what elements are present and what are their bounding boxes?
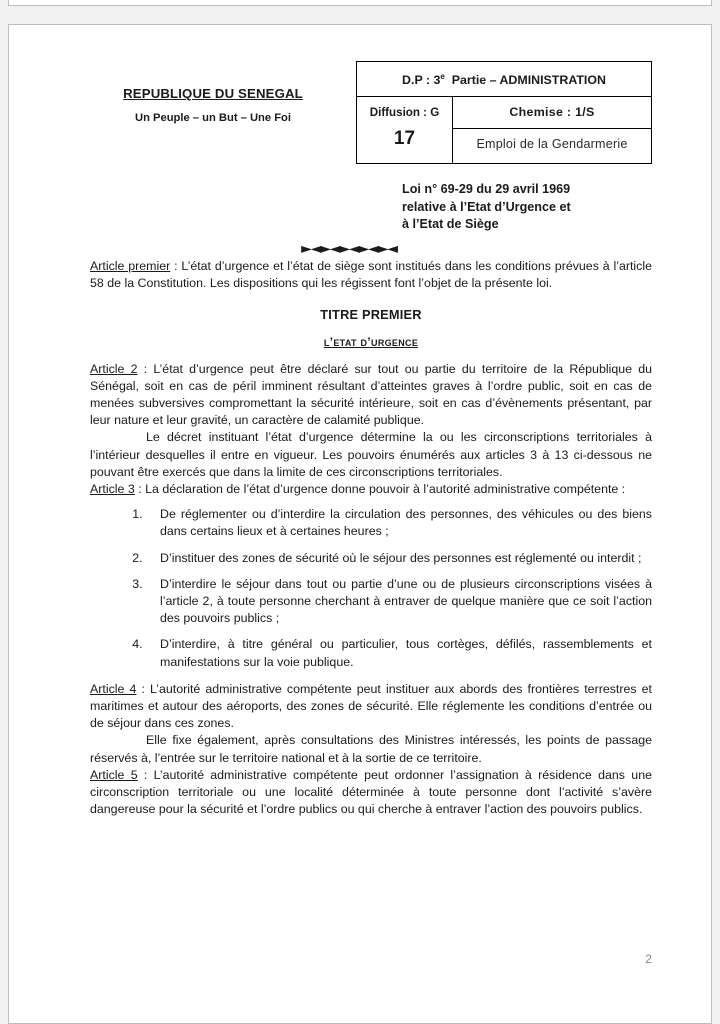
article-4-paragraph xyxy=(90,681,652,733)
article-2-paragraph-2: Le décret instituant l’état d’urgence détermine la ou les circonscriptions territoriales à l’intérieur desquelles il entre en vigueur. Les pouvoirs énumérés aux articles 3 à 13 ci-dessous ne pouvant être exercés que dans la limite de ces circonscriptions territoriales. xyxy=(90,430,652,479)
republic-motto: Un Peuple – un But – Une Foi xyxy=(134,112,291,125)
previous-page-sliver xyxy=(8,0,712,6)
classification-body xyxy=(357,97,651,162)
sous-titre-heading xyxy=(90,334,652,351)
page-content xyxy=(90,61,652,991)
chemise-label: Chemise : 1/S xyxy=(453,97,651,128)
republic-title: REPUBLIQUE DU SENEGAL xyxy=(123,86,303,101)
article-2-label: Article 2 xyxy=(90,361,138,376)
list-item: 3. D’interdire le séjour dans tout ou partie d’une ou de plusieurs circonscriptions visées à l’article 2, à toute personne cherchant à entraver de quelque manière que ce soit l’action des pouvoirs publics ; xyxy=(146,576,652,628)
law-title-line-2: relative à l’Etat d’Urgence et xyxy=(402,199,571,214)
sous-titre-text: l’etat d’urgence xyxy=(323,335,419,350)
classification-left-column xyxy=(357,97,453,162)
article-2-text: : L’état d’urgence peut être déclaré sur tout ou partie du territoire de la République du Sénégal, soit en cas de péril imminent résultant d’atteintes graves à l’ordre public, soit en cas de menées subversives compromettant la sécurité intérieure, soit en cas d’évènements présentant, par leur nature et leur gravité, un caractère de calamité publique. xyxy=(90,361,652,428)
chemise-subject: Emploi de la Gendarmerie xyxy=(476,136,628,151)
list-item: 4. D’interdire, à titre général ou particulier, tous cortèges, défilés, rassemblements et manifestations sur la voie publique. xyxy=(146,636,652,670)
document-page xyxy=(8,24,712,1024)
dp-superscript: e xyxy=(440,72,445,81)
classification-right-column xyxy=(453,97,651,162)
titre-premier-heading: TITRE PREMIER xyxy=(320,307,422,323)
article-4-text: : L’autorité administrative compétente peut instituer aux abords des frontières terrestres et maritimes et autour des aéroports, des zones de sécurité. Elle réglemente les conditions d’entrée ou de séjour dans ces zones. xyxy=(90,681,652,731)
spacer xyxy=(90,671,652,681)
diffusion-number: 17 xyxy=(393,127,416,149)
article-4-paragraph-2: Elle fixe également, après consultations des Ministres intéressés, les points de passage réservés à, l’entrée sur le territoire national et à la sortie de ce territoire. xyxy=(90,733,652,765)
article-premier-label: Article premier xyxy=(90,258,171,273)
article-premier-paragraph xyxy=(90,258,652,292)
list-item: 1. De réglementer ou d’interdire la circulation des personnes, des véhicules ou des biens dans certains lieux et à certaines heures ; xyxy=(146,506,652,540)
article-5-label: Article 5 xyxy=(90,767,138,782)
article-5-paragraph xyxy=(90,767,652,819)
dp-suffix: Partie – ADMINISTRATION xyxy=(451,73,606,88)
article-3-label: Article 3 xyxy=(90,482,135,497)
classification-table xyxy=(356,61,652,164)
law-title xyxy=(402,181,652,234)
article-premier-text: : L’état d’urgence et l’état de siège sont institués dans les conditions prévues à l’article 58 de la Constitution. Les dispositions qui les régissent font l’objet de la présente loi. xyxy=(90,258,652,290)
page-number: 2 xyxy=(645,952,652,966)
article-4-label: Article 4 xyxy=(90,681,137,696)
republic-block xyxy=(98,85,328,127)
law-title-line-1: Loi n° 69-29 du 29 avril 1969 xyxy=(402,182,571,196)
document-header xyxy=(90,61,652,165)
article-3-text: : La déclaration de l’état d’urgence donne pouvoir à l’autorité administrative compétente : xyxy=(134,482,626,497)
article-2-paragraph xyxy=(90,361,652,430)
list-item: 2. D’instituer des zones de sécurité où le séjour des personnes est réglementé ou interdit ; xyxy=(146,550,652,567)
article-3-list xyxy=(90,506,652,671)
diffusion-label: Diffusion : G xyxy=(369,106,440,120)
article-5-text: : L’autorité administrative compétente peut ordonner l’assignation à résidence dans une circonscription territoriale ou une localité déterminée à toute personne dont l’activité s’avère dangereuse pour la sécurité et l’ordre publics ou qui cherche à entraver l’action des pouvoirs publics. xyxy=(90,767,652,817)
law-title-line-3: à l’Etat de Siège xyxy=(402,217,499,232)
classification-top-row xyxy=(357,62,651,97)
article-3-paragraph xyxy=(90,481,652,498)
decorative-separator: ►◄►◄►◄►◄►◄ xyxy=(301,240,397,257)
dp-prefix: D.P : 3 xyxy=(402,73,441,88)
